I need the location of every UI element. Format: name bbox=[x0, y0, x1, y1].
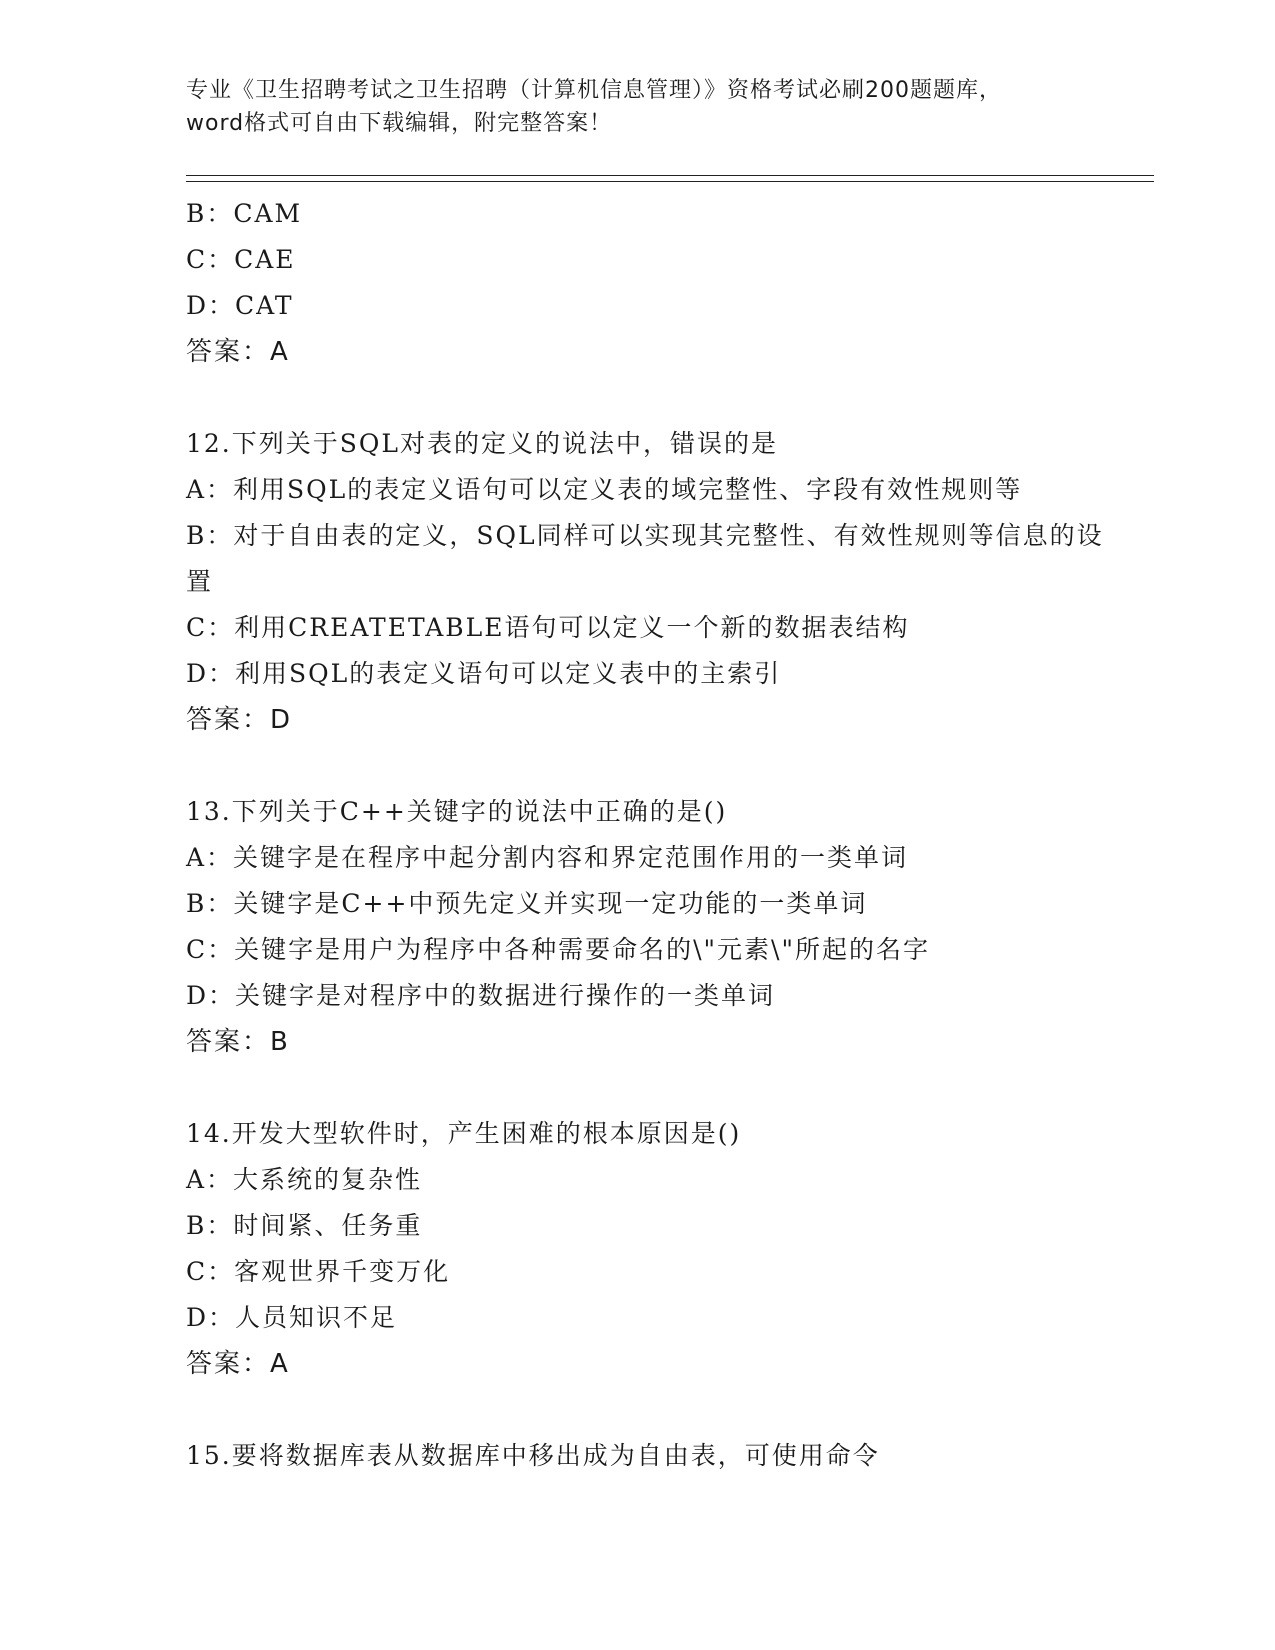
question-text: 15.要将数据库表从数据库中移出成为自由表，可使用命令 bbox=[186, 1441, 880, 1470]
answer: 答案：B bbox=[186, 1027, 290, 1057]
option-b: B：关键字是C++中预先定义并实现一定功能的一类单词 bbox=[186, 889, 868, 918]
answer: 答案：A bbox=[186, 1349, 290, 1379]
answer: 答案：D bbox=[186, 705, 293, 735]
spacer bbox=[186, 1065, 1106, 1111]
question-text: 14.开发大型软件时，产生困难的根本原因是() bbox=[186, 1119, 742, 1148]
answer: 答案：A bbox=[186, 337, 290, 367]
question-12 bbox=[186, 421, 1106, 743]
question-11 bbox=[186, 191, 1106, 375]
header-divider-bottom bbox=[186, 181, 1154, 182]
document-header bbox=[186, 74, 1086, 140]
option-a: A：利用SQL的表定义语句可以定义表的域完整性、字段有效性规则等 bbox=[186, 475, 1023, 504]
option-b: B：CAM bbox=[186, 199, 303, 228]
question-text: 12.下列关于SQL对表的定义的说法中，错误的是 bbox=[186, 429, 778, 458]
header-line-1: 专业《卫生招聘考试之卫生招聘（计算机信息管理）》资格考试必刷200题题库， bbox=[186, 78, 1002, 103]
header-divider-top bbox=[186, 175, 1154, 176]
option-d: D：人员知识不足 bbox=[186, 1303, 398, 1332]
option-a: A：大系统的复杂性 bbox=[186, 1165, 423, 1194]
option-d: D：CAT bbox=[186, 291, 294, 320]
question-13 bbox=[186, 789, 1106, 1065]
spacer bbox=[186, 375, 1106, 421]
option-b: B：时间紧、任务重 bbox=[186, 1211, 423, 1240]
question-list bbox=[186, 191, 1106, 1479]
option-d: D：关键字是对程序中的数据进行操作的一类单词 bbox=[186, 981, 776, 1010]
header-line-2: word格式可自由下载编辑，附完整答案！ bbox=[186, 111, 613, 136]
option-b: B：对于自由表的定义，SQL同样可以实现其完整性、有效性规则等信息的设置 bbox=[186, 521, 1104, 596]
spacer bbox=[186, 743, 1106, 789]
spacer bbox=[186, 1387, 1106, 1433]
option-c: C：CAE bbox=[186, 245, 296, 274]
option-a: A：关键字是在程序中起分割内容和界定范围作用的一类单词 bbox=[186, 843, 909, 872]
question-text: 13.下列关于C++关键字的说法中正确的是() bbox=[186, 797, 728, 826]
option-c: C：关键字是用户为程序中各种需要命名的\"元素\"所起的名字 bbox=[186, 935, 930, 964]
question-15 bbox=[186, 1433, 1106, 1479]
option-c: C：客观世界千变万化 bbox=[186, 1257, 451, 1286]
option-c: C：利用CREATETABLE语句可以定义一个新的数据表结构 bbox=[186, 613, 910, 642]
option-d: D：利用SQL的表定义语句可以定义表中的主索引 bbox=[186, 659, 782, 688]
question-14 bbox=[186, 1111, 1106, 1387]
